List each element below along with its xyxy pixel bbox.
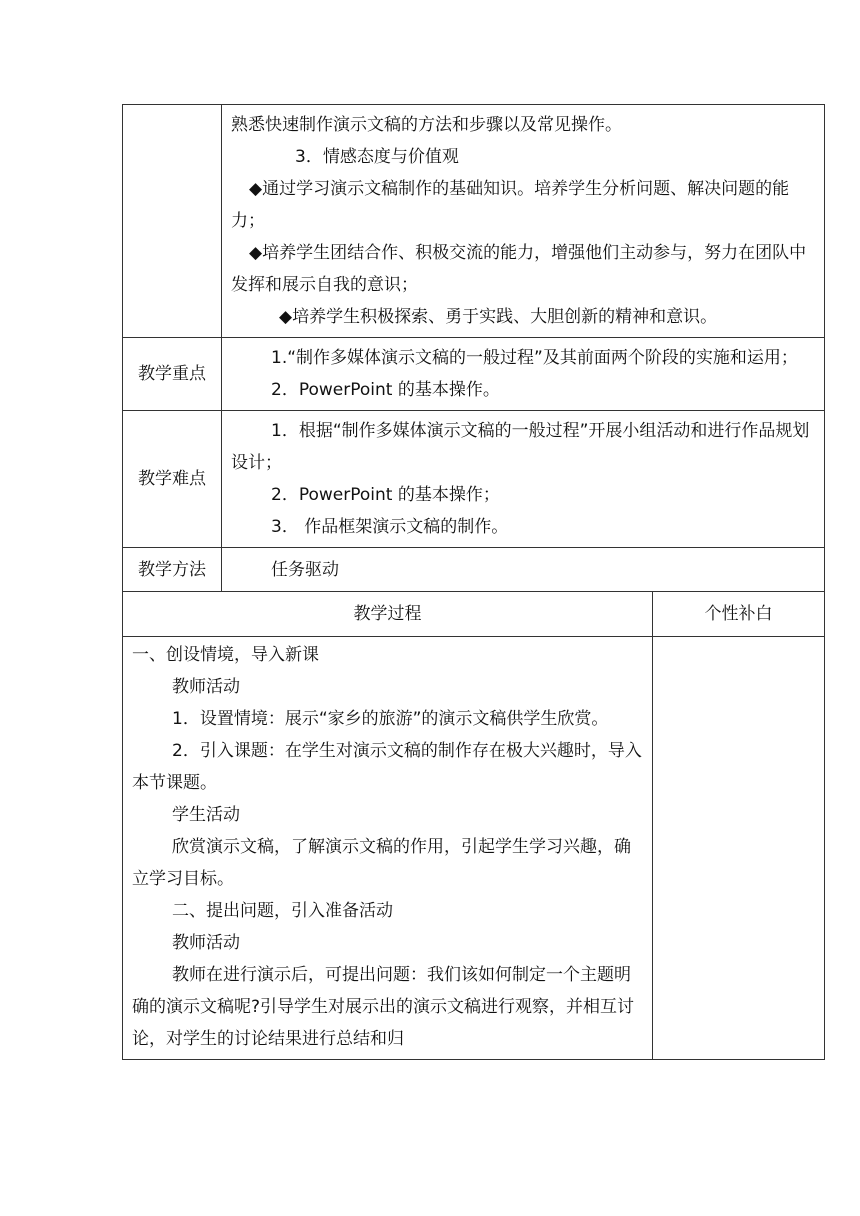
key-points-row bbox=[123, 338, 825, 411]
teacher-activity-heading: 教师活动 bbox=[172, 677, 240, 697]
process-header: 教学过程 bbox=[123, 592, 653, 637]
process-step-2: 2．引入课题：在学生对演示文稿的制作存在极大兴趣时，导入本节课题。 bbox=[132, 741, 642, 793]
key-point-1: 1.“制作多媒体演示文稿的一般过程”及其前面两个阶段的实施和运用； bbox=[271, 348, 798, 368]
process-header-row bbox=[123, 592, 825, 637]
student-activity-text: 欣赏演示文稿，了解演示文稿的作用，引起学生学习兴趣，确立学习目标。 bbox=[132, 837, 631, 889]
methods-row bbox=[123, 548, 825, 592]
teacher-activity-heading-2: 教师活动 bbox=[172, 933, 240, 953]
methods-content bbox=[222, 548, 825, 592]
process-step-1: 1．设置情境：展示“家乡的旅游”的演示文稿供学生欣赏。 bbox=[172, 709, 609, 729]
objective-bullet-1: ◆通过学习演示文稿制作的基础知识。培养学生分析问题、解决问题的能力； bbox=[231, 179, 790, 231]
lesson-plan-table bbox=[122, 104, 825, 1060]
difficulty-2: 2．PowerPoint 的基本操作； bbox=[271, 485, 500, 505]
methods-value: 任务驱动 bbox=[271, 559, 339, 580]
difficulty-1: 1．根据“制作多媒体演示文稿的一般过程”开展小组活动和进行作品规划设计； bbox=[231, 421, 810, 473]
process-row bbox=[123, 637, 825, 1060]
objectives-row bbox=[123, 105, 825, 338]
key-point-2: 2．PowerPoint 的基本操作。 bbox=[271, 380, 500, 400]
objective-heading: 3．情感态度与价值观 bbox=[295, 147, 459, 167]
objectives-content bbox=[222, 105, 825, 338]
objective-line: 熟悉快速制作演示文稿的方法和步骤以及常见操作。 bbox=[231, 115, 622, 135]
difficulties-label: 教学难点 bbox=[123, 411, 222, 548]
objective-bullet-2: ◆培养学生团结合作、积极交流的能力，增强他们主动参与，努力在团队中发挥和展示自我的意识； bbox=[231, 243, 807, 295]
notes-header: 个性补白 bbox=[653, 592, 825, 637]
section-heading-1: 一、创设情境，导入新课 bbox=[132, 645, 319, 665]
key-points-label: 教学重点 bbox=[123, 338, 222, 411]
methods-label: 教学方法 bbox=[123, 548, 222, 592]
student-activity-heading: 学生活动 bbox=[172, 805, 240, 825]
objectives-label-cell bbox=[123, 105, 222, 338]
difficulties-content bbox=[222, 411, 825, 548]
objective-bullet-3: ◆培养学生积极探索、勇于实践、大胆创新的精神和意识。 bbox=[279, 307, 718, 327]
notes-cell bbox=[653, 637, 825, 1060]
section-heading-2: 二、提出问题，引入准备活动 bbox=[172, 901, 393, 921]
process-content bbox=[123, 637, 653, 1060]
key-points-content bbox=[222, 338, 825, 411]
teacher-activity-text: 教师在进行演示后，可提出问题：我们该如何制定一个主题明确的演示文稿呢?引导学生对展示出的演示文稿进行观察，并相互讨论，对学生的讨论结果进行总结和归 bbox=[132, 965, 635, 1049]
difficulties-row bbox=[123, 411, 825, 548]
difficulty-3: 3． 作品框架演示文稿的制作。 bbox=[271, 517, 509, 537]
